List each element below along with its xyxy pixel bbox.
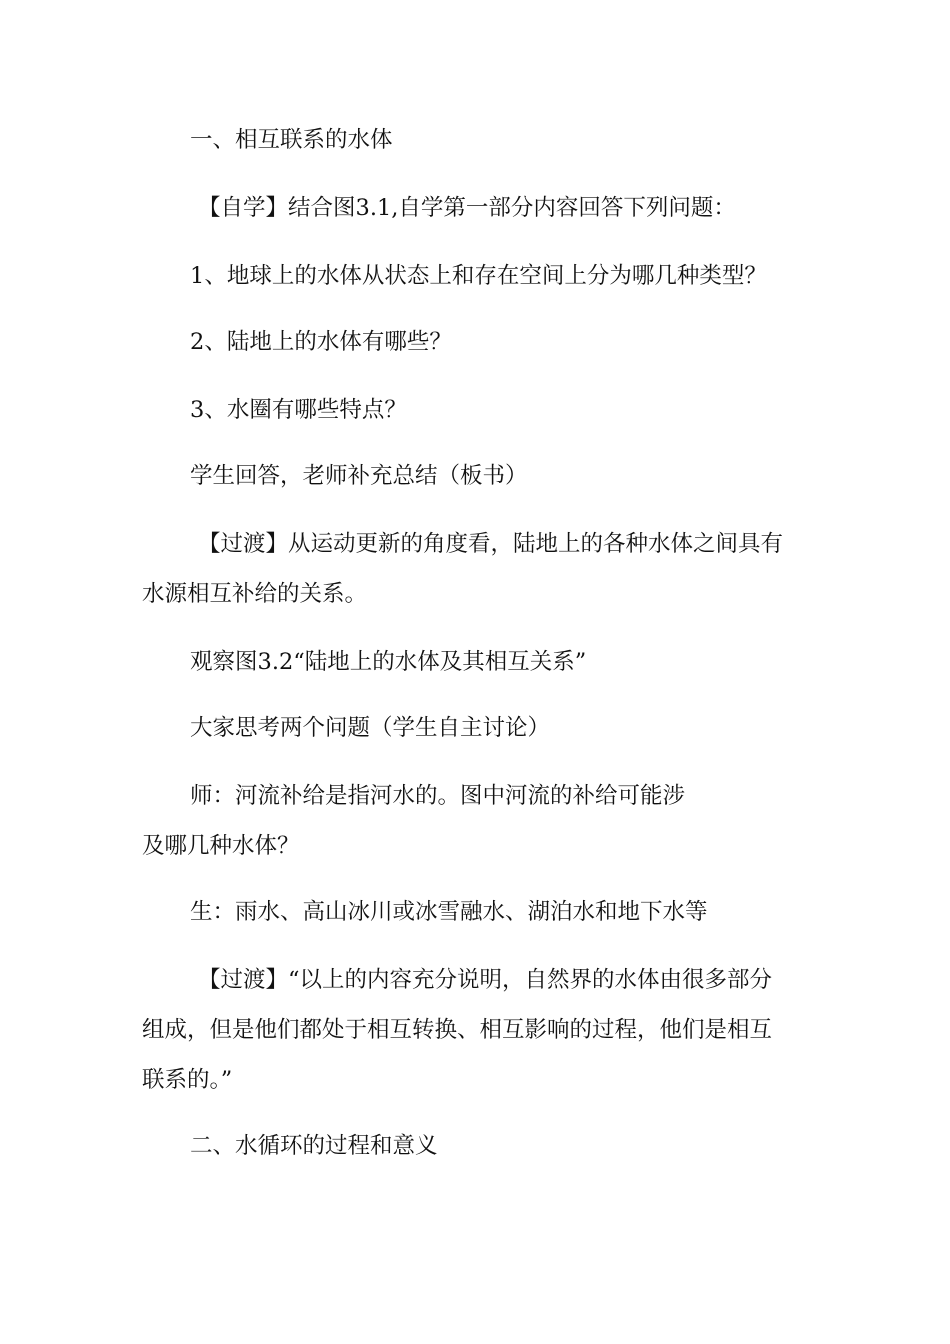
question-1: 1、地球上的水体从状态上和存在空间上分为哪几种类型？ (190, 263, 767, 289)
student-response-line: 生：雨水、高山冰川或冰雪融水、湖泊水和地下水等 (190, 899, 708, 925)
self-study-paragraph: 【自学】结合图3.1,自学第一部分内容回答下列问题： (198, 195, 736, 221)
transition-paragraph-2-line-3: 联系的。” (142, 1067, 233, 1093)
teacher-question-line-2: 及哪几种水体？ (142, 833, 300, 859)
student-answer-line: 学生回答，老师补充总结（板书） (190, 463, 528, 489)
observe-figure-line: 观察图3.2“陆地上的水体及其相互关系” (190, 649, 587, 675)
transition-paragraph-1-line-1: 【过渡】从运动更新的角度看，陆地上的各种水体之间具有 (198, 531, 784, 557)
teacher-question-line-1: 师：河流补给是指河水的。图中河流的补给可能涉 (190, 783, 686, 809)
discussion-line: 大家思考两个问题（学生自主讨论） (190, 715, 551, 741)
section-heading-1: 一、相互联系的水体 (190, 127, 393, 153)
transition-paragraph-1-line-2: 水源相互补给的关系。 (142, 581, 368, 607)
section-heading-2: 二、水循环的过程和意义 (190, 1133, 438, 1159)
transition-paragraph-2-line-2: 组成，但是他们都处于相互转换、相互影响的过程，他们是相互 (142, 1017, 773, 1043)
question-2: 2、陆地上的水体有哪些？ (190, 329, 452, 355)
transition-paragraph-2-line-1: 【过渡】“以上的内容充分说明，自然界的水体由很多部分 (198, 967, 773, 993)
question-3: 3、水圈有哪些特点？ (190, 397, 407, 423)
